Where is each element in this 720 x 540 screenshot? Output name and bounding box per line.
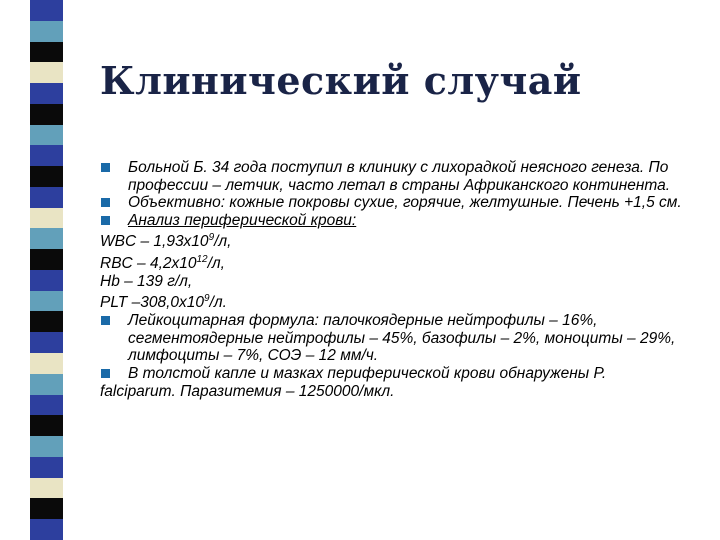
bullet-item bbox=[100, 312, 700, 365]
square-bullet-icon bbox=[101, 163, 110, 172]
bullet-text: Лейкоцитарная формула: палочкоядерные нейтрофилы – 16%, сегментоядерные нейтрофилы – 45%, базофилы – 2%, моноциты – 29%, лимфоциты – 7%, СОЭ – 12 мм/ч. bbox=[128, 312, 676, 365]
square-bullet-icon bbox=[101, 369, 110, 378]
stripe-segment bbox=[30, 208, 63, 229]
bullet-text: Анализ периферической крови: bbox=[128, 211, 357, 229]
bullet-item bbox=[100, 365, 700, 383]
square-bullet-icon bbox=[101, 198, 110, 207]
stripe-segment bbox=[30, 353, 63, 374]
stripe-segment bbox=[30, 457, 63, 478]
bullet-item bbox=[100, 212, 700, 230]
decorative-stripe bbox=[30, 0, 63, 540]
stripe-segment bbox=[30, 478, 63, 499]
stripe-segment bbox=[30, 311, 63, 332]
stripe-segment bbox=[30, 374, 63, 395]
bullet-text: Больной Б. 34 года поступил в клинику с лихорадкой неясного генеза. По профессии – летчик, часто летал в страны Африканского континента. bbox=[128, 159, 671, 194]
stripe-segment bbox=[30, 415, 63, 436]
lab-line-hb: Hb – 139 г/л, bbox=[100, 272, 193, 290]
stripe-segment bbox=[30, 332, 63, 353]
square-bullet-icon bbox=[101, 216, 110, 225]
bullet-text: В толстой капле и мазках периферической крови обнаружены P. bbox=[128, 365, 607, 382]
stripe-segment bbox=[30, 21, 63, 42]
slide-content bbox=[100, 159, 700, 400]
bullet-text: Объективно: кожные покровы сухие, горячие, желтушные. Печень +1,5 см. bbox=[128, 194, 682, 212]
stripe-segment bbox=[30, 270, 63, 291]
stripe-segment bbox=[30, 498, 63, 519]
stripe-segment bbox=[30, 249, 63, 270]
stripe-segment bbox=[30, 519, 63, 540]
lab-line-plt: PLT $-308,0x10^9/л$. bbox=[100, 293, 227, 312]
square-bullet-icon bbox=[101, 316, 110, 325]
stripe-segment bbox=[30, 42, 63, 63]
stripe-segment bbox=[30, 166, 63, 187]
stripe-segment bbox=[30, 125, 63, 146]
lab-line-rbc: RBC – $4,2x10^{12}/л$, bbox=[100, 254, 225, 273]
bullet-item bbox=[100, 159, 700, 194]
stripe-segment bbox=[30, 104, 63, 125]
stripe-segment bbox=[30, 0, 63, 21]
stripe-segment bbox=[30, 187, 63, 208]
stripe-segment bbox=[30, 436, 63, 457]
stripe-segment bbox=[30, 62, 63, 83]
stripe-segment bbox=[30, 291, 63, 312]
stripe-segment bbox=[30, 145, 63, 166]
bullet-item bbox=[100, 194, 700, 212]
stripe-segment bbox=[30, 395, 63, 416]
slide-title: Клинический случай bbox=[100, 58, 582, 103]
stripe-segment bbox=[30, 83, 63, 104]
bullet-continuation: falciparum. Паразитемия – 1250000/мкл. bbox=[100, 382, 395, 400]
stripe-segment bbox=[30, 228, 63, 249]
lab-line-wbc: WBC – $1,93x10^9/л$, bbox=[100, 232, 232, 251]
